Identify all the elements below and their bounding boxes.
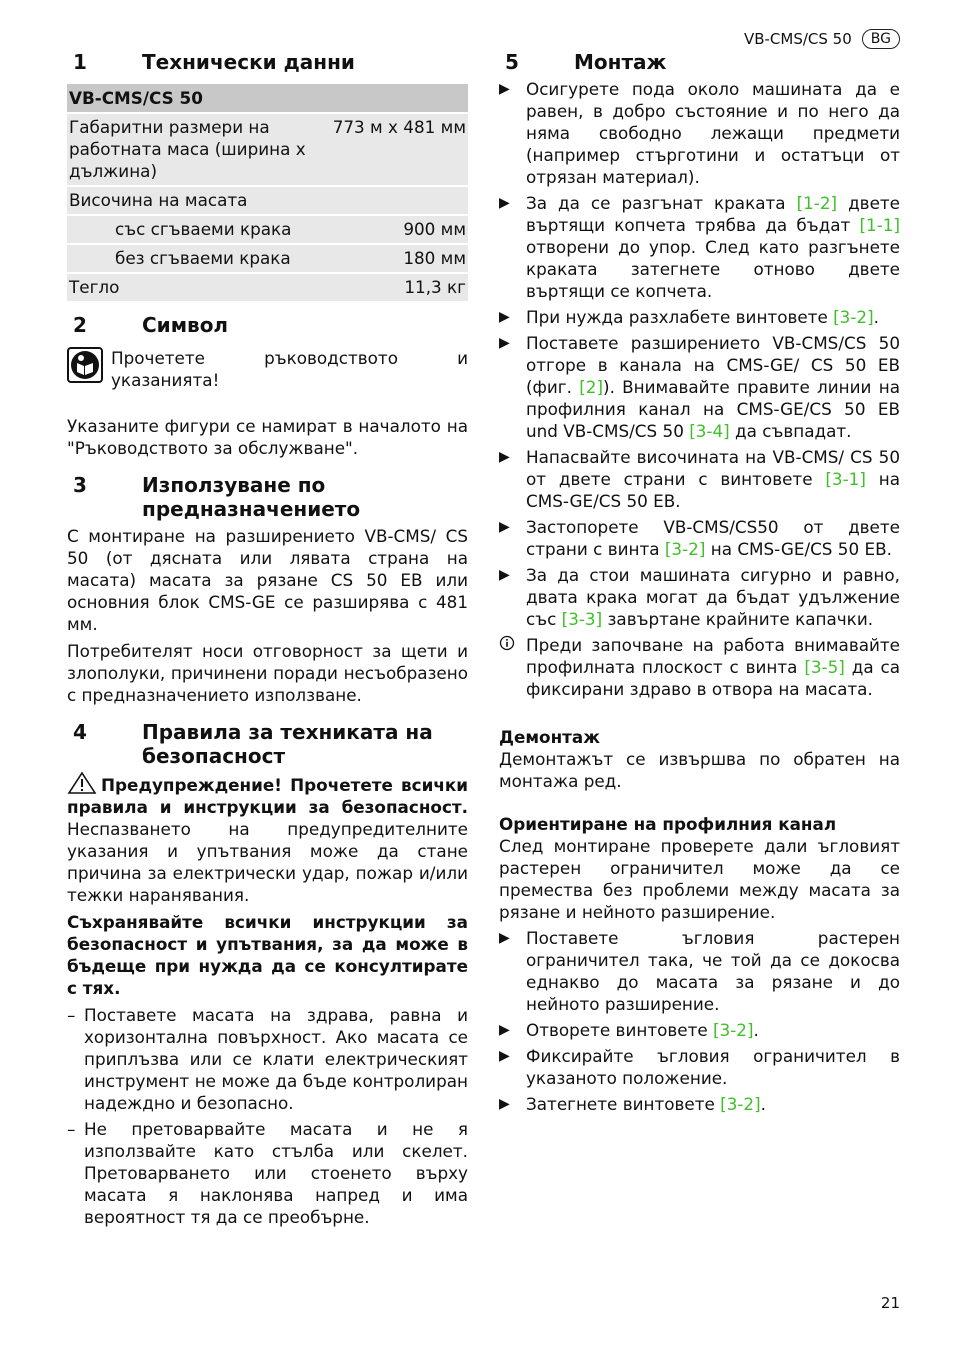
list-item: – Не претоварвайте масата и не я използвайте като стълба или скелет. Претоварването или стоенето върху масата я наклонява напред и има вероятност тя да се преобърне. xyxy=(67,1119,468,1227)
list-item: ▶ При нужда разхлабете винтовете [3-2]. xyxy=(499,307,879,327)
symbol-row xyxy=(67,347,468,391)
page-header xyxy=(744,28,900,50)
warning-icon xyxy=(67,772,97,794)
tech-data-table xyxy=(67,84,468,301)
figure-ref: [3-5] xyxy=(804,657,845,677)
list-item: ▶ За да се разгънат краката [1-2] двете въртящи копчета трябва да бъдат [1-1] отворени до упор. След като разгънете краката затегнете отново двете въртящи се копчета. xyxy=(499,193,900,301)
safety-list xyxy=(67,1004,468,1228)
table-row: Височина на масата xyxy=(67,186,468,215)
table-row: без сгъваеми крака 180 мм xyxy=(67,244,468,273)
table-row: Тегло 11,3 кг xyxy=(67,273,468,301)
warning-paragraph: Предупреждение! Прочетете всички правила и инструкции за безопасност. Неспазването на предупредителните указания и упътвания може да стане причина за електрически удар, пожар и/или тежки наранявания. xyxy=(67,772,468,906)
keep-instructions: Съхранявайте всички инструкции за безопасност и упътвания, за да може в бъдеще при нужда да се консултирате с тях. xyxy=(67,912,468,998)
info-note: Преди започване на работа внимавайте профилната плоскост с винта [3-5] да са фиксирани здраво в отвора на масата. xyxy=(499,634,900,700)
page-number: 21 xyxy=(880,1294,900,1312)
list-item: ▶ Напасвайте височината на VB-CMS/ CS 50 от двете страни с винтовете [3-1] на CMS-GE/CS 50 EB. xyxy=(499,447,900,511)
orientation-list xyxy=(499,927,900,1115)
section-1-heading: 1 Технически данни xyxy=(73,50,355,74)
figure-ref: [3-2] xyxy=(833,307,874,327)
left-column xyxy=(67,50,468,1232)
orientation-heading: Ориентиране на профилния канал xyxy=(499,814,837,834)
symbol-text: Прочетете ръководството и указанията! xyxy=(111,348,468,390)
list-item: – Поставете масата на здрава, равна и хоризонтална повърхност. Ако масата се приплъзва или се клати електрическият инструмент не може да бъде контролиран надеждно и безопасно. xyxy=(67,1005,468,1113)
figure-ref: [3-1] xyxy=(825,469,866,489)
paragraph: Потребителят носи отговорност за щети и злополуки, причинени поради несъобразено с предназначението използване. xyxy=(67,641,468,705)
figure-ref: [1-1] xyxy=(859,215,900,235)
language-badge: BG xyxy=(862,29,900,49)
table-row: със сгъваеми крака 900 мм xyxy=(67,215,468,244)
figures-note: Указаните фигури се намират в началото на "Ръководството за обслужване". xyxy=(67,416,468,458)
figure-ref: [3-3] xyxy=(561,609,603,629)
figure-ref: [3-4] xyxy=(689,421,730,441)
list-item: ▶ Поставете разширението VB-CMS/CS 50 отгоре в канала на CMS-GE/ CS 50 EB (фиг. [2]). Внимавайте правите линии на профилния канал на CMS-GE/CS 50 EB und VB-CMS/CS 50 [3-4] да съвпадат. xyxy=(499,333,900,441)
list-item: ▶ Застопорете VB-CMS/CS50 от двете страни с винта [3-2] на CMS-GE/CS 50 EB. xyxy=(499,517,900,559)
disassembly-heading: Демонтаж xyxy=(499,727,600,747)
section-5-heading: 5 Монтаж xyxy=(505,50,667,74)
figure-ref: [3-2] xyxy=(713,1020,754,1040)
figure-ref: [3-2] xyxy=(720,1094,761,1114)
list-item: ▶ Осигурете пода около машината да е равен, в добро състояние и по него да няма свободно лежащи предмети (например стърготини и остатъци от отрязан материал). xyxy=(499,79,900,187)
list-item: ▶ Отворете винтовете [3-2]. xyxy=(499,1020,759,1040)
figure-ref: [2] xyxy=(579,377,604,397)
paragraph: С монтиране на разширението VB-CMS/ CS 50 (от дясната или лявата страна на масата) масата за рязане CS 50 EB или основния блок CMS-GE се разширява с 481 мм. xyxy=(67,526,468,634)
figure-ref: [3-2] xyxy=(664,539,706,559)
read-manual-icon xyxy=(67,347,103,383)
assembly-list xyxy=(499,78,900,630)
section-2-heading: 2 Символ xyxy=(73,313,229,337)
list-item: ▶ Фиксирайте ъгловия ограничител в указаното положение. xyxy=(499,1046,900,1088)
disassembly-text: Демонтажът се извършва по обратен на монтажа ред. xyxy=(499,749,900,791)
orientation-text: След монтиране проверете дали ъгловият растерен ограничител може да се премества без проблеми между масата за рязане и нейното разширение. xyxy=(499,836,900,922)
list-item: ▶ За да стои машината сигурно и равно, двата крака могат да бъдат удължение със [3-3] завъртане крайните капачки. xyxy=(499,565,900,629)
right-column xyxy=(499,50,900,1119)
table-row: Габаритни размери на работната маса (ширина x дължина) 773 м x 481 мм xyxy=(67,113,468,186)
section-3-heading: 3 Използуване по предназначението xyxy=(73,473,361,521)
figure-ref: [1-2] xyxy=(796,193,838,213)
list-item: ▶ Затегнете винтовете [3-2]. xyxy=(499,1094,767,1114)
section-4-heading: 4 Правила за техниката на безопасност xyxy=(73,720,433,768)
info-icon xyxy=(499,635,515,651)
table-head: VB-CMS/CS 50 xyxy=(67,84,468,113)
list-item: ▶ Поставете ъгловия растерен ограничител така, че той да се докосва еднакво до масата за рязане и до нейното разширение. xyxy=(499,928,900,1014)
header-model: VB-CMS/CS 50 xyxy=(743,30,852,48)
